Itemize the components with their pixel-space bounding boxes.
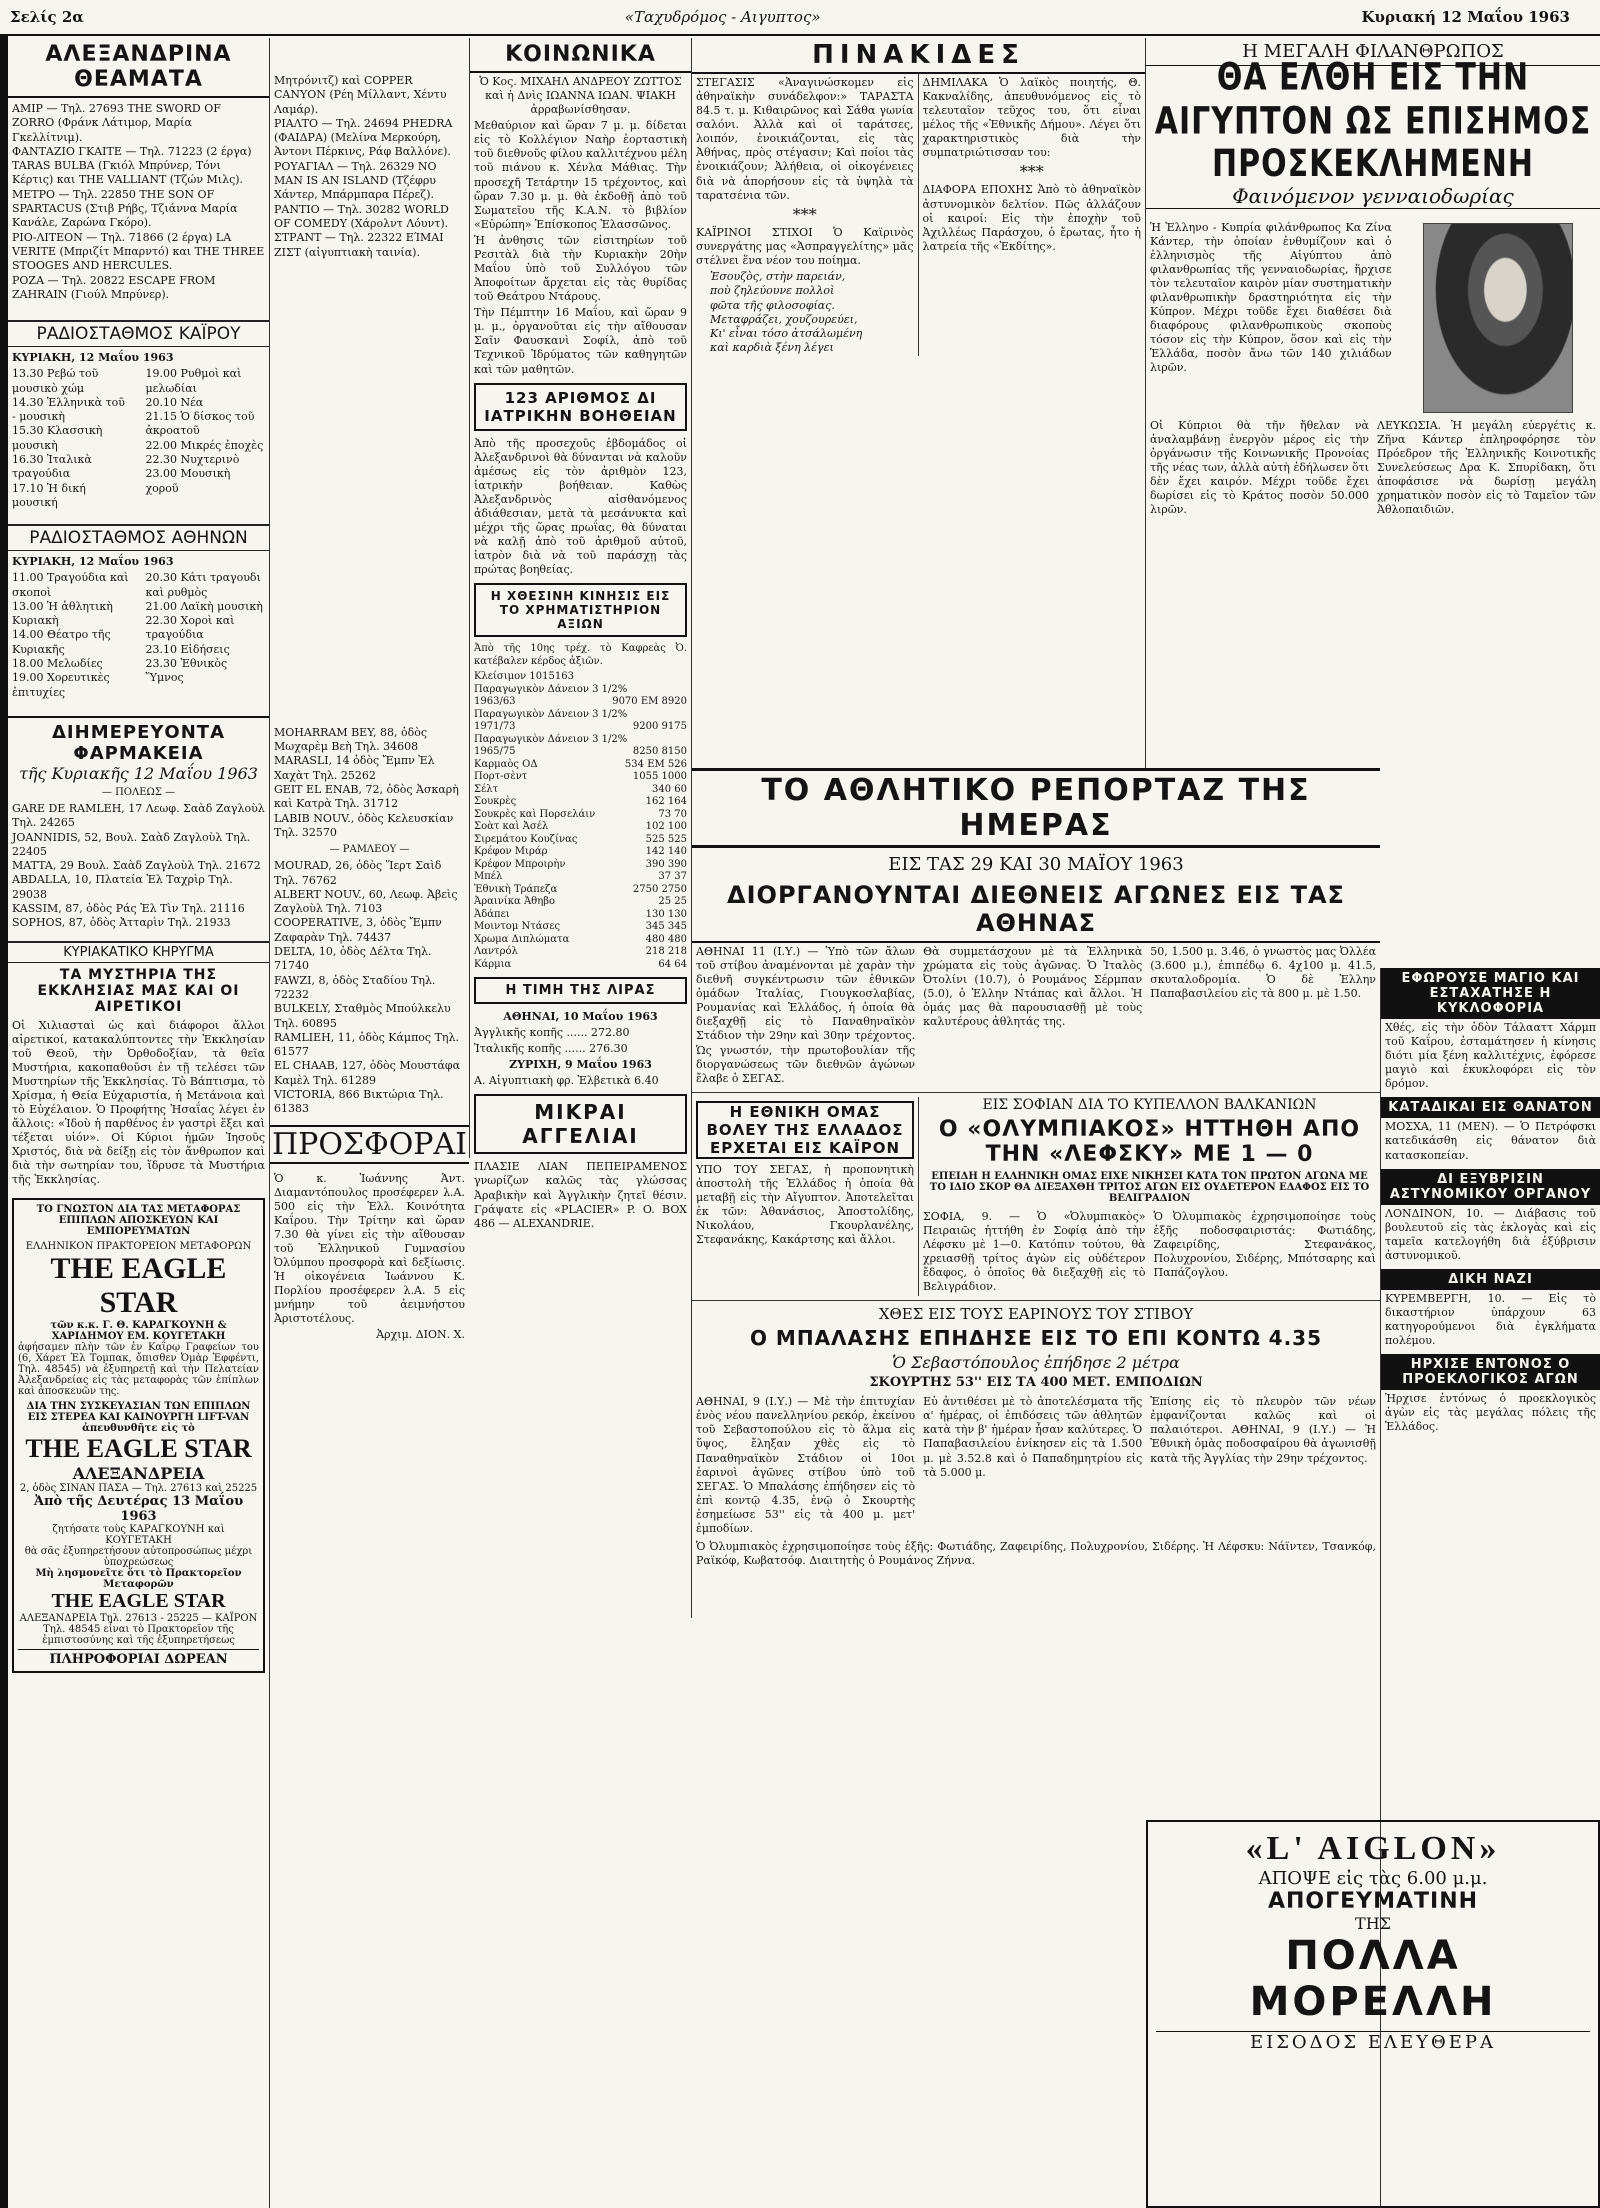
- stock-row: [474, 684, 687, 697]
- ad-line: ζητήσατε τοὺς ΚΑΡΑΓΚΟΥΝΗ καὶ ΚΟΥΓΕΤΑΚΗ: [52, 1523, 225, 1546]
- stock-row: [474, 709, 687, 722]
- radio-athens-schedule: [8, 571, 269, 700]
- stock-row: [474, 696, 687, 709]
- schedule-item: 22.30 Χοροὶ καὶ τραγούδια: [145, 614, 235, 642]
- pharmacy-item: FAWZI, 8, ὁδὸς Σταδίου Τηλ. 72232: [274, 973, 436, 1001]
- stock-row: [474, 721, 687, 734]
- stock-row: [474, 746, 687, 759]
- stock-intro: Ἀπὸ τῆς 10ης τρέχ. τὸ Καφρεὰς Ὀ. κατέβαλεν κέρδος ἀξιῶν.: [474, 643, 687, 668]
- brief-headline: ΔΙΚΗ ΝΑΖΙ: [1381, 1269, 1600, 1290]
- aiglon-line: ΑΠΟΓΕΥΜΑΤΙΝΗ: [1267, 1889, 1479, 1914]
- note-item: ΔΗΜΙΛΑΚΑ Ὁ λαϊκὸς ποιητής, Θ. Κακναλίδης, ἀπευθυνόμενος εἰς τὸ τελευταῖον τεῦχος του, ὅτι εἶναι μέλος τῆς «Ἐθνικῆς Δήμου». Λέγει ὅτι χαρακτηριστικὸς διὰ τὴν συμπατριώτισσαν του:: [922, 76, 1141, 160]
- pharmacy-item: ALBERT NOUV., 60, Λεωφ. Ἀβεὶς Ζαγλοὺλ Τηλ. 7103: [274, 887, 458, 916]
- aiglon-name: «L' AIGLON»: [1245, 1830, 1501, 1867]
- stock-name: Κάρμια: [474, 958, 512, 970]
- schedule-item: 17.10 Ἡ δική μουσική: [12, 481, 86, 509]
- ad-brand: THE EAGLE STAR: [50, 1251, 227, 1319]
- column-theatres: [8, 38, 270, 2208]
- athletics-subhead-2: Ὁ Σεβαστόπουλος ἐπήδησε 2 μέτρα: [892, 1353, 1180, 1373]
- pharmacy-item: LABIB NOUV., ὁδὸς Κελευσκίαν Τηλ. 32570: [274, 811, 454, 839]
- stock-row: [474, 809, 687, 822]
- eagle-star-ad: [12, 1198, 265, 1673]
- cinema-item: ΣΤΡΑΝΤ — Τηλ. 22322 ΕΊΜΑΙ ΖΙΣΤ (αἰγυπτιακὴ ταινία).: [274, 231, 444, 259]
- column-notes: [692, 38, 1146, 768]
- stock-row: [474, 671, 687, 684]
- medical-help-box: 123 ΑΡΙΘΜΟΣ ΔΙ ΙΑΤΡΙΚΗΝ ΒΟΗΘΕΙΑΝ: [474, 383, 687, 431]
- pharmacy-item: SOPHOS, 87, ὁδὸς Ἀτταρὶν Τηλ. 21933: [12, 916, 231, 930]
- article-paragraph: Οἱ Κύπριοι θὰ τῆν ἤθελαν νὰ ἀναλαμβάνῃ ἐνεργὸν μέρος εἰς τὴν ὀργάνωσιν τῆς Κοινωνικῆς Προνοίας τῆς νέας των, ἀλλὰ αὐτὴ ἐδήλωσεν ὅτι δὲν ἔχει καιρόν. Μέχρι τοῦδε ἔχει δωρίσει εἰς τὸ Κράτος ποσὸν 50.000 λιρῶν.: [1150, 418, 1369, 516]
- stock-name: Σουκρὲς: [474, 796, 517, 808]
- schedule-item: 11.00 Τραγούδια καὶ σκοποὶ: [12, 571, 129, 599]
- cinema-item: ΦΑΝΤΑΖΙΟ ΓΚΑΙΤΕ — Τηλ. 71223 (2 έργα) TARAS BULBA (Γκιόλ Μπρύνερ, Τόνι Κέρτις) και THE VALLIANT (Τζών Μιλς).: [12, 144, 252, 187]
- brief-text: ΚΥΡΕΜΒΕΡΓΗ, 10. — Εἰς τὸ δικαστήριον ὑπάρχουν 63 κατηγορούμενοι διὰ ἐγκλήματα πολέμου.: [1385, 1291, 1596, 1348]
- article-paragraph: ΛΕΥΚΩΣΙΑ. Ἡ μεγάλη εὐεργέτις κ. Ζῆνα Κάντερ ἐπληροφόρησε τὸν Πρόεδρον τῆς Ἑλληνικῆς Κοινοτικῆς Συνελεύσεως Δρα Κ. Σπυρίδακη, ὅτι ἀποφάσισε νὰ δωρίσῃ μεγάλη χρηματικὸν ποσὸν εἰς τὸ Ταμεῖον τῶν Ἀθλοπαιδιῶν.: [1377, 418, 1596, 516]
- stock-value: 2750 2750: [632, 883, 687, 895]
- balkan-cup-subheadline: ΕΙΣ ΣΟΦΙΑΝ ΔΙΑ ΤΟ ΚΥΠΕΛΛΟΝ ΒΑΛΚΑΝΙΩΝ: [982, 1096, 1317, 1113]
- pharmacy-item: GEIT EL ENAB, 72, ὁδὸς Ἀσκαρὴ καὶ Κατρὰ Τηλ. 31712: [274, 783, 459, 811]
- pharmacies-subtitle: τῆς Κυριακῆς 12 Μαΐου 1963: [19, 763, 258, 783]
- section-title-theatres: ΑΛΕΞΑΝΔΡΙΝΑ ΘΕΑΜΑΤΑ: [8, 38, 269, 98]
- brief-headline: ΔΙ ΕΞΥΒΡΙΣΙΝ ΑΣΤΥΝΟΜΙΚΟΥ ΟΡΓΑΝΟΥ: [1381, 1169, 1600, 1205]
- pharmacies-ramleh-heading: — ΡΑΜΛΕΟΥ —: [329, 844, 410, 856]
- stock-name: Σιρεμάτου Κουζίνας: [474, 833, 578, 845]
- cinema-item: Μητρόνιτζ) καὶ COPPER CANYON (Ρέη Μίλλαντ, Χέντυ Λαμάρ).: [274, 74, 447, 116]
- newspaper-title: «Ταχυδρόμος - Αιγυπτος»: [624, 8, 821, 26]
- classifieds-title: ΜΙΚΡΑΙ ΑΓΓΕΛΙΑΙ: [474, 1094, 687, 1154]
- poem-line: καὶ καρδιὰ ξένη λέγει: [710, 341, 834, 355]
- stock-value: 9070 ΕΜ 8920: [612, 696, 687, 708]
- stock-name: Ἐθνικὴ Τράπεζα: [474, 883, 558, 895]
- stock-name: Κλείσιμον 1015163: [474, 671, 574, 683]
- divider-stars: ***: [1019, 162, 1044, 182]
- schedule-item: 16.30 Ἰταλικὰ τραγούδια: [12, 453, 92, 481]
- pharmacy-item: MATTA, 29 Βουλ. Σαὰδ Ζαγλοὺλ Τηλ. 21672: [12, 859, 261, 873]
- ad-line: Μὴ λησμονεῖτε ὅτι τὸ Πρακτορεῖον Μεταφορῶν: [35, 1567, 242, 1590]
- ad-brand: THE EAGLE STAR: [25, 1433, 252, 1463]
- stock-value: 102 100: [645, 821, 687, 833]
- article-headline: ΘΑ ΕΛΘΗ ΕΙΣ ΤΗΝ ΑΙΓΥΠΤΟΝ ΩΣ ΕΠΙΣΗΜΟΣ ΠΡΟΣΚΕΚΛΗΜΕΝΗ: [1154, 55, 1592, 186]
- article-paragraph: Ἡ Ἑλληνο - Κυπρία φιλάνθρωπος Κα Ζίνα Κάντερ, τὴν ὁποίαν ἐνθυμίζουν καὶ ὁ ἐλληνισμὸς τῆς Αἰγύπτου ἀπὸ φιλανθρωπίας τῆς γενναιοδωρίας, ἥρχισε τὸν τελευταῖον καιρὸν μίαν συστηματικὴν φιλανθρωπικὴν δραστηριότητα εἰς τὴν Κύπρον. Μέχρι τοῦδε ἔχει διαθέσει διὰ διαφόρους φιλανθρωπικοὺς σκοποὺς τόσον εἰς τὴν Κύπρον, ὅσον καὶ εἰς τὴν Ἑλλάδα, ποσὸν ἄνω τῶν 140 χιλιάδων λιρῶν.: [1150, 220, 1392, 375]
- aiglon-ad: [1146, 1820, 1600, 2208]
- sports-headline: ΔΙΟΡΓΑΝΟΥΝΤΑΙ ΔΙΕΘΝΕΙΣ ΑΓΩΝΕΣ ΕΙΣ ΤΑΣ ΑΘΗΝΑΣ: [692, 881, 1380, 943]
- stock-name: 1965/75: [474, 746, 516, 758]
- stock-name: Πορτ-σὲντ: [474, 771, 528, 783]
- portrait-photo: [1423, 223, 1573, 413]
- cinema-item: ΡΙΑΛΤΟ — Τηλ. 24694 PHEDRA (ΦΑΙΔΡΑ) (Μελίνα Μερκούρη, Ἀντονι Πέρκινς, Ράφ Βαλλόνε).: [274, 116, 453, 159]
- balkan-cup-headline: Ο «ΟΛΥΜΠΙΑΚΟΣ» ΗΤΤΗΘΗ ΑΠΟ ΤΗΝ «ΛΕΦΣΚΥ» ΜΕ 1 — 0: [938, 1116, 1361, 1167]
- stock-row: [474, 959, 687, 972]
- stock-row: [474, 759, 687, 772]
- radio-athens-date: ΚΥΡΙΑΚΗ, 12 Μαΐου 1963: [12, 555, 174, 569]
- sermon-title: ΚΥΡΙΑΚΑΤΙΚΟ ΚΗΡΥΓΜΑ: [8, 941, 269, 963]
- social-item: Ἡ ἀνθησις τῶν εἰσιτηρίων τοῦ Ρεσιτὰλ διὰ τὴν Κυριακὴν 20ὴν Μαΐου ὑπὸ τοῦ Συλλόγου τῶν Ἀποφοίτων ἄρχεται εἰς τὰς θυρίδας τοῦ Θεάτρου Ντάρους.: [474, 233, 687, 304]
- ad-brand: THE EAGLE STAR: [51, 1589, 226, 1612]
- schedule-item: 14.00 Θέατρο τῆς Κυριακῆς: [12, 628, 111, 656]
- stock-name: Παραγωγικὸν Δάνειον 3 1/2%: [474, 708, 628, 720]
- stock-row: [474, 884, 687, 897]
- offerings-title: ΠΡΟΣΦΟΡΑΙ: [271, 1126, 468, 1162]
- lira-rate: Ἰταλικῆς κοπῆς ...... 276.30: [474, 1042, 628, 1056]
- sports-banner: ΤΟ ΑΘΛΗΤΙΚΟ ΡΕΠΟΡΤΑΖ ΤΗΣ ΗΜΕΡΑΣ: [692, 768, 1380, 848]
- ad-line: Ἀπὸ τῆς Δευτέρας 13 Μαΐου 1963: [33, 1493, 244, 1524]
- schedule-item: 23.30 Ἐθνικὸς Ὕμνος: [145, 657, 228, 685]
- stock-value: 534 ΕΜ 526: [624, 758, 687, 770]
- cinema-item: ΡΙΟ-ΛΙΤΕΟΝ — Τηλ. 71866 (2 έργα) LA VERITE (Μπριζίτ Μπαρντό) και THE THREE STOOGES AND HERCULES.: [12, 230, 265, 273]
- stock-row: [474, 896, 687, 909]
- stock-value: 480 480: [645, 933, 687, 945]
- schedule-item: 23.10 Εἰδήσεις: [145, 642, 230, 656]
- stock-value: 525 525: [645, 833, 687, 845]
- brief-headline: ΗΡΧΙΣΕ ΕΝΤΟΝΟΣ Ο ΠΡΟΕΚΛΟΓΙΚΟΣ ΑΓΩΝ: [1381, 1354, 1600, 1390]
- stock-name: 1971/73: [474, 721, 516, 733]
- cinema-list: [8, 102, 269, 302]
- schedule-item: 20.30 Κάτι τραγουδι καὶ ρυθμὸς: [145, 571, 261, 599]
- pharmacy-item: RAMLIEH, 11, ὁδὸς Κάμπος Τηλ. 61577: [274, 1030, 459, 1059]
- poem-line: ποὺ ζηλεύουνε πολλοὶ: [710, 284, 835, 298]
- stock-name: Κρέφον Μπροιρὴν: [474, 858, 566, 870]
- balkan-cup-deck: ΕΠΕΙΔΗ Η ΕΛΛΗΝΙΚΗ ΟΜΑΣ ΕΙΧΕ ΝΙΚΗΣΕΙ ΚΑΤΑ ΤΟΝ ΠΡΩΤΟΝ ΑΓΩΝΑ ΜΕ ΤΟ ΙΔΙΟ ΣΚΟΡ ΘΑ ΔΙΕΞΑΧΘΗ ΤΡΙΤΟΣ ΑΓΩΝ ΕΙΣ ΟΥΔΕΤΕΡΟΝ ΕΔΑΦΟΣ ΕΙΣ ΤΟ ΒΕΛΙΓΡΑΔΙΟΝ: [929, 1170, 1370, 1204]
- schedule-item: 23.00 Μουσικὴ χοροῦ: [145, 467, 231, 495]
- ad-line: θὰ σᾶς ἐξυπηρετήσουν αὐτοπροσώπως μέχρι ὑποχρεώσεως: [24, 1545, 253, 1568]
- stock-name: Παραγωγικὸν Δάνειον 3 1/2%: [474, 733, 628, 745]
- athletics-text: Εὐ ἀντιθέσει μὲ τὸ ἀποτελέσματα τῆς α' ἡμέρας, οἱ ἐπιδόσεις τῶν ἀθλητῶν κατὰ τὴν β' ἡμέραν ἦσαν καλύτερες. Ὁ Παπαβασιλείου ἐνίκησεν εἰς τὰ 1.500 μ. μὲ 3.52.8 καὶ ὁ Παπαδημητρίου εἰς τὰ 5.000 μ.: [923, 1395, 1143, 1479]
- lira-price-title: Η ΤΙΜΗ ΤΗΣ ΛΙΡΑΣ: [474, 977, 687, 1004]
- stock-name: Μπέλ: [474, 871, 503, 883]
- schedule-item: 15.30 Κλασσικὴ μουσικὴ: [12, 424, 103, 452]
- column-listings: [270, 38, 470, 1342]
- sermon-text: Οἱ Χιλιασταὶ ὡς καὶ διάφοροι ἄλλοι αἱρετικοί, κατακαλύπτοντες τὴν Ἐκκλησίαν τοῦ Θεοῦ, τὴν Ὀρθοδοξίαν, τὰ θεῖα Μυστήρια, κακοπαθοῦσι ἐν τῇ τελέσει τῶν Μυστηρίων τῆς Ἐκκλησίας. Τὸ Βάπτισμα, τὸ Χρίσμα, ἡ Θεία Εὐχαριστία, ἡ Μετάνοια καὶ τὸ Εὐχέλαιον. Ὁ Προφήτης Ἠσαΐας λέγει ἐν ἄλλοις: «Ἰδοὺ ἡ παρθένος ἐν γαστρὶ ἕξει καὶ τέξεται υἱόν». Οἱ Κύριοι ἡμῶν Ἰησοῦς Χριστός, διὰ νὰ δείξῃ εἰς τὸν ἄνθρωπον καὶ διὰ τὴν σωτηρίαν του, ἵδρυσε τὰ Μυστήρια τῆς Ἐκκλησίας.: [12, 1018, 265, 1187]
- stock-value: 218 218: [645, 946, 687, 958]
- note-item: ΚΑΪΡΙΝΟΙ ΣΤΙΧΟΙ Ὁ Καϊρινὸς συνεργάτης μας «Ἀσπραγγελίτης» μᾶς στέλνει ἕνα νέον του ποίημα.: [696, 225, 914, 267]
- engagement-notice: Ὁ Κος. ΜΙΧΑΗΛ ΑΝΔΡΕΟΥ ΖΩΤΤΟΣ καὶ ἡ Δνὶς ΙΩΑΝΝΑ ΙΩΑΝ. ΨΙΑΚΗ ἀρραβωνίσθησαν.: [479, 75, 682, 117]
- balkan-cup-text: Ὁ Ὀλυμπιακὸς ἐχρησιμοποίησε τοὺς ἑξῆς ποδοσφαιριστάς: Φωτιάδης, Ζαφειρίδης, Στεφανάκος, Πολυχρονίου, Σιδέρης, Μπότσαρης καὶ Παπάζογλου.: [1153, 1209, 1376, 1280]
- issue-date: Κυριακή 12 Μαΐου 1963: [1361, 8, 1570, 26]
- stock-row: [474, 734, 687, 747]
- ad-line: 2, ὁδὸς ΣΙΝΑΝ ΠΑΣΑ — Τηλ. 27613 καὶ 25225: [19, 1482, 258, 1494]
- cinema-item: ΜΕΤΡΟ — Τηλ. 22850 THE SON OF SPARTACUS (Στιβ Ρήβς, Τζιάννα Μαρία Κανάλε, Ζαρώνα Γκόρο).: [12, 187, 238, 230]
- ad-line: ΔΙΑ ΤΗΝ ΣΥΣΚΕΥΑΣΙΑΝ ΤΩΝ ΕΠΙΠΛΩΝ ΕΙΣ ΣΤΕΡΕΑ ΚΑΙ ΚΑΙΝΟΥΡΓΗ LIFT-VAN ἀπευθυνθῆτε εἰς τὸ: [26, 1400, 251, 1434]
- volleyball-text: ΥΠΟ ΤΟΥ ΣΕΓΑΣ, ἡ προπονητικὴ ἀποστολὴ τῆς Ἑλλάδος ἡ ὁποία θὰ μεταβῇ εἰς τὴν Αἴγυπτον. Ἀποτελεῖται ἐκ τῶν: Ἀθανάσιος, Ἀποστολίδης, Νικολάου, Γκουρλανέλης, Στεφανάκης, Κακάρτσης καὶ ἄλλοι.: [696, 1162, 915, 1247]
- radio-cairo-date: ΚΥΡΙΑΚΗ, 12 Μαΐου 1963: [12, 351, 174, 365]
- balkan-cup-text: ΣΟΦΙΑ, 9. — Ὁ «Ὀλυμπιακὸς» Πειραιῶς ἡττήθη ἐν Σοφίᾳ ἀπὸ τὴν Λέφσκυ μὲ 1—0. Κατόπιν τούτου, θὰ χρειασθῇ τρίτος ἀγὼν εἰς οὐδέτερον ἔδαφος, ὁ ὁποῖος θὰ διεξαχθῇ εἰς τὸ Βελιγράδιον.: [923, 1209, 1146, 1294]
- stock-row: [474, 859, 687, 872]
- sermon-headline: ΤΑ ΜΥΣΤΗΡΙΑ ΤΗΣ ΕΚΚΛΗΣΙΑΣ ΜΑΣ ΚΑΙ ΟΙ ΑΙΡΕΤΙΚΟΙ: [37, 966, 240, 1015]
- stock-row: [474, 846, 687, 859]
- athletics-headline: Ο ΜΠΑΛΑΣΗΣ ΕΠΗΔΗΣΕ ΕΙΣ ΤΟ ΕΠΙ ΚΟΝΤΩ 4.35: [749, 1326, 1323, 1351]
- pharmacy-item: ABDALLA, 10, Πλατεία Ἐλ Ταχρὶρ Τηλ. 29038: [12, 873, 233, 901]
- cinema-item: ΑΜΙΡ — Τηλ. 27693 THE SWORD OF ZORRO (Φράνκ Λάτιμορ, Μαρία Γκελλίτνιμ).: [12, 102, 221, 144]
- medical-help-text: Ἀπὸ τῆς προσεχοῦς ἑβδομάδος οἱ Ἀλεξανδρινοὶ θὰ δύνανται νὰ καλοῦν ἀμέσως εἰς τὸν ἀριθμὸν 123, ἰατρικὴν βοήθειαν. Καθὼς Ἀλεξανδρινὸς αἰσθανόμενος ἀδιάθεσιαν, μετὰ τὰ μεσάνυκτα καὶ μέχρι τῆς ὥρας πρωΐας, θὰ δύναται νὰ καλῇ ἀπὸ τοῦ ἀριθμοῦ αὐτοῦ, ἰατρὸν διὰ νὰ τοῦ παράσχῃ τὰς πρώτας βοηθείας.: [474, 436, 687, 577]
- stock-name: Λαντρόλ: [474, 946, 518, 958]
- poem-line: φῶτα τῆς φιλοσοφίας.: [710, 298, 835, 312]
- pharmacy-item: MOHARRAM BEY, 88, ὁδὸς Μωχαρὲμ Βεὴ Τηλ. 34608: [274, 725, 428, 754]
- athletics-text: Ἐπίσης εἰς τὸ πλευρὸν τῶν νέων ἐμφανίζονται καλῶς καὶ οἱ παλαιότεροι. ΑΘΗΝΑΙ, 9 (Ι.Υ.) — Ἡ Ἐθνικὴ ὁμὰς ποδοσφαίρου θὰ ἀγωνισθῇ κατὰ τῆς Ἀγγλίας τὴν 29ην τρέχοντος.: [1150, 1395, 1376, 1465]
- schedule-item: 22.00 Μικρές ἐποχὲς: [145, 438, 264, 452]
- stock-row: [474, 946, 687, 959]
- athletics-subheadline: ΧΘΕΣ ΕΙΣ ΤΟΥΣ ΕΑΡΙΝΟΥΣ ΤΟΥ ΣΤΙΒΟΥ: [878, 1305, 1194, 1324]
- social-item: Τὴν Πέμπτην 16 Μαΐου, καὶ ὥραν 9 μ. μ., ὀργανοῦται εἰς τὴν αἴθουσαν Σαῖν Φαυσκανὶ Σοφίλ, ἀπὸ τοῦ Τεχνικοῦ Ἱδρύματος τῶν καθηγητῶν καὶ τῶν μαθητῶν.: [474, 306, 687, 376]
- stock-name: Κρέφον Μιράρ: [474, 846, 548, 858]
- athletics-subhead-3: ΣΚΟΥΡΤΗΣ 53'' ΕΙΣ ΤΑ 400 ΜΕΤ. ΕΜΠΟΔΙΩΝ: [869, 1375, 1203, 1391]
- schedule-item: 22.30 Νυχτερινὸ: [145, 453, 240, 467]
- pharmacy-list-3: [270, 859, 469, 1116]
- social-item: Μεθαύριον καὶ ὥραν 7 μ. μ. δίδεται εἰς τὸ Κολλέγιον Ναὴρ ἑορταστικὴ τοῦ διεθνοῦς φίλου καλλιτέχνου μέλη τοῦ πιάνου κ. Χένλα Μάθιας. Τὴν προσεχῆ Τετάρτην 15 τρέχοντος, καὶ ὥραν 7.30 μ. μ. θὰ ἐκδοθῇ ἀπὸ τοῦ Σωματεῖου τῆς Κ.Α.Ν. τὸ βιβλίον «Εὐρώπη» Ἐπίσκοπος Ἐλασσῶνος.: [474, 119, 687, 231]
- athletics-text: ΑΘΗΝΑΙ, 9 (Ι.Υ.) — Μὲ τὴν ἐπιτυχίαν ἑνὸς νέου πανελληνίου ρεκόρ, ἐκείνου τοῦ Σεβαστοπούλου εἰς τὸ ἅλμα εἰς ὕψος, ἔληξαν χθὲς εἰς τὸ Παναθηναϊκὸν Στάδιον οἱ 10οι ἐαρινοὶ ἀγῶνες στίβου ὑπὸ τοῦ ΣΕΓΑΣ. Ὁ Μπαλάσης ἐπήδησεν εἰς τὸ ἐπὶ κοντῷ 4.35, ἐνῷ ὁ Σκουρτὴς ἐσημείωσε 53'' εἰς τὰ 400 μ. μετ' ἐμποδίων.: [696, 1395, 916, 1535]
- stock-name: Παραγωγικὸν Δάνειον 3 1/2%: [474, 683, 628, 695]
- offerings-text: Ὁ κ. Ἰωάννης Ἀντ. Διαμαντόπουλος προσέφερεν λ.Α. 500 εἰς τὴν Ἑλλ. Κοινότητα Καΐρου. Τὴν Τρίτην καὶ ὥραν 7.30 θὰ γίνει εἰς τὴν αἴθουσαν τοῦ Ἑλληνικοῦ Γυμνασίου Ὀλύμπου προσφορὰ καὶ δεξίωσις. Ἡ οἰκογένεια Ἰωάννου Κ. Πορλίου προσέφερεν λ.Α. 5 εἰς μνήμην τοῦ ἀειμνήστου Ἀριστοτέλους.: [274, 1171, 465, 1326]
- stock-row: [474, 784, 687, 797]
- ad-line: ΑΛΕΞΑΝΔΡΕΙΑ Τηλ. 27613 - 25225 — ΚΑΪΡΟΝ Τηλ. 48545 εἶναι τὸ Πρακτορεῖον τῆς ἐμπιστοσύνης καὶ τῆς ἐξυπηρετήσεως: [19, 1612, 258, 1646]
- schedule-item: 13.00 Ἡ ἀθλητικὴ Κυριακὴ: [12, 599, 113, 628]
- cinema-item: ΡΟΥΑΓΙΑΛ — Τηλ. 26329 NO MAN IS AN ISLAND (Τζέφρυ Χάντερ, Μπάρμπαρα Πέρεζ).: [274, 159, 437, 202]
- stock-value: 1055 1000: [632, 771, 687, 783]
- cinema-item: ΡΟΖΑ — Τηλ. 20822 ESCAPE FROM ZAHRAIN (Γιούλ Μπρύνερ).: [12, 273, 216, 301]
- poem-line: Ἐσουζὸς, στὴν παρειάν,: [710, 269, 846, 283]
- divider-stars: ***: [792, 204, 817, 224]
- section-title-social: ΚΟΙΝΩΝΙΚΑ: [470, 38, 691, 73]
- lira-rate: Ἀγγλικῆς κοπῆς ...... 272.80: [474, 1026, 630, 1040]
- stock-value: 25 25: [658, 896, 687, 908]
- brief-headline: ΕΦΩΡΟΥΣΕ ΜΑΓΙΟ ΚΑΙ ΕΣΤΑΧΑΤΗΣΕ Η ΚΥΚΛΟΦΟΡΙΑ: [1381, 968, 1600, 1019]
- brief-text: Χθές, εἰς τὴν ὁδὸν Τάλααττ Χάρμπ τοῦ Καΐρου, ἐσταμάτησεν ἡ κίνησις διότι μία ξένη καλλιτέχνις, ἐφόρεσε μαγιὸ καὶ ἐκυκλοφόρει εἰς τὸν δρόμον.: [1385, 1021, 1596, 1091]
- pharmacies-city-heading: — ΠΟΛΕΩΣ —: [101, 786, 176, 798]
- stock-table: [470, 671, 691, 971]
- stock-value: 37 37: [658, 871, 687, 883]
- stock-name: Ἀδάπει: [474, 908, 510, 920]
- stock-name: Ἀραινίκα Ἀθηβο: [474, 896, 555, 908]
- stock-name: Σοὰτ καὶ Ἀσέλ: [474, 821, 549, 833]
- schedule-item: 21.00 Λαϊκὴ μουσικὴ: [145, 599, 263, 613]
- schedule-item: 14.30 Ἑλληνικὰ τοῦ - μουσικὴ: [12, 395, 125, 424]
- note-item: ΣΤΕΓΑΣΙΣ «Ἀναγινώσκομεν εἰς ἀθηναϊκὴν συνάδελφον:» ΤΑΡΑΣΤΑ 84.5 τ. μ. Κιθαιρῶνος καὶ Σάθα γωνία σαλόνι. Ἀλλὰ καὶ οἱ ταράτσες, λοιπόν, ἐνοικιάζονται, εἰς τὰς Ἀθήνας, πρὸς στέγασιν; Καὶ ποίοι τὰς ἐνοικιάζουν; Ἀλήθεια, οἱ οἰκογένειες διὰ νὰ ἀπορήσουν εἰς τὰ ὑψηλὰ τὰ ταρατσένια τῶν.: [696, 76, 914, 202]
- stock-name: Σέλτ: [474, 783, 499, 795]
- stock-name: 1963/63: [474, 696, 516, 708]
- column-philanthropist: [1146, 38, 1600, 768]
- cinema-item: ΡΑΝΤΙΟ — Τηλ. 30282 WORLD OF COMEDY (Χάρολντ Λόυντ).: [274, 202, 449, 230]
- note-item: ΔΙΑΦΟΡΑ ΕΠΟΧΗΣ Ἀπὸ τὸ ἀθηναϊκὸν ἀστυνομικὸν δελτίον. Πῶς ἀλλάζουν οἱ καιροί: Εἰς τὴν ἐποχὴν τοῦ Ἀχιλλέως Παράσχου, ὁ ἔρωτας, ἦτο ἡ λατρεία τῆς «Ἐκδίτης».: [922, 183, 1141, 253]
- brief-headline: ΚΑΤΑΔΙΚΑΙ ΕΙΣ ΘΑΝΑΤΟΝ: [1381, 1097, 1600, 1118]
- stock-name: Σουκρὲς καὶ Πορσελάιν: [474, 808, 596, 820]
- pharmacy-item: DELTA, 10, ὁδὸς Δέλτα Τηλ. 71740: [274, 945, 432, 973]
- sports-paragraph: Θὰ συμμετάσχουν μὲ τὰ Ἑλληνικὰ χρώματα εἰς τοὺς ἀγῶνας. Ὁ Ἰταλὸς Ὀτολίνι (10.7), ὁ Ρουμάνος Σέρμπαν (5.0), ὁ Ἑλλην Ντάπας καὶ ἄλλοι. Ἡ ὁμάς μας θὰ παρουσιασθῇ μὲ τοὺς καλυτέρους ἀθλητάς της.: [923, 945, 1143, 1029]
- pharmacy-item: KASSIM, 87, ὁδὸς Ράς Ἐλ Τὶν Τηλ. 21116: [12, 902, 245, 916]
- stock-value: 162 164: [645, 796, 687, 808]
- page-number: Σελίς 2α: [10, 8, 84, 26]
- brief-text: ΛΟΝΔΙΝΟΝ, 10. — Διάβασις τοῦ βουλευτοῦ εἰς τὰς ἐκλογὰς καὶ εἰς ταμεῖα κατελογήθη διὰ ἐξύβρισιν ἀστυνομικοῦ.: [1385, 1206, 1596, 1262]
- stock-name: Χρωμα Διπλώματα: [474, 933, 570, 945]
- aiglon-performer: ΠΟΛΛΑ ΜΟΡΕΛΛΗ: [1249, 1933, 1497, 2025]
- pharmacy-item: BULKELY, Σταθμὸς Μπούλκελυ Τηλ. 60895: [274, 1002, 451, 1030]
- ad-line: ΤΟ ΓΝΩΣΤΟΝ ΔΙΑ ΤΑΣ ΜΕΤΑΦΟΡΑΣ ΕΠΙΠΛΩΝ ΑΠΟΣΚΕΥΩΝ ΚΑΙ ΕΜΠΟΡΕΥΜΑΤΩΝ: [36, 1203, 241, 1237]
- lira-rate: Α. Αἰγυπτιακὴ φρ. Ἑλβετικὰ 6.40: [474, 1074, 659, 1088]
- sports-subheadline: ΕΙΣ ΤΑΣ 29 ΚΑΙ 30 ΜΑΪΟΥ 1963: [888, 854, 1184, 875]
- ad-line: ἀφήσαμεν πλὴν τῶν ἐν Καΐρῳ Γραφείων του (6, Χάρετ Ἐλ Τομπακ, ὄπισθεν Ὀμὰρ Ἐφφέντι, Τηλ. 48545) νὰ ἐξυπηρετῇ καὶ τὴν Πελατείαν Ἀλεξανδρείας εἰς τὰς μεταφορὰς τῶν ἐπίπλων καὶ ἀποσκευῶν της.: [18, 1341, 259, 1397]
- poem-line: Κι' εἶναι τόσο ἀτσάλωμένη: [710, 327, 863, 341]
- stock-value: 73 70: [658, 808, 687, 820]
- pharmacy-item: MARASLI, 14 ὁδὸς Ἔμπν Ἐλ Χαχὰτ Τηλ. 25262: [274, 754, 435, 782]
- cinema-list-2: [270, 74, 469, 260]
- schedule-item: 21.15 Ὁ δίσκος τοῦ ἀκροατοῦ: [145, 410, 255, 438]
- aiglon-entry: ΕΙΣΟΔΟΣ ΕΛΕΥΘΕΡΑ: [1156, 2031, 1590, 2053]
- poem: [706, 270, 918, 356]
- brief-text: Ἠρχισε ἐντόνως ὁ προεκλογικὸς ἀγὼν εἰς τὰς μεγάλας πόλεις τῆς Ἑλλάδος.: [1385, 1392, 1596, 1434]
- stock-name: Καρμαὸς ΟΔ: [474, 758, 538, 770]
- ad-line: ΠΛΗΡΟΦΟΡΙΑΙ ΔΩΡΕΑΝ: [18, 1649, 259, 1667]
- stock-row: [474, 771, 687, 784]
- scan-edge: [0, 36, 8, 2208]
- pharmacy-item: JOANNIDIS, 52, Βουλ. Σαὰδ Ζαγλοὺλ Τηλ. 22405: [12, 830, 251, 858]
- aiglon-line: ΑΠΟΨΕ εἰς τὰς 6.00 μ.μ.: [1258, 1868, 1488, 1889]
- stock-value: 130 130: [645, 908, 687, 920]
- aiglon-line: ΤΗΣ: [1355, 1914, 1391, 1933]
- radio-cairo-schedule: [8, 367, 269, 510]
- schedule-item: 18.00 Μελωδίες: [12, 657, 103, 671]
- sports-paragraph: 50, 1.500 μ. 3.46, ὁ γνωστὸς μας Ὀλλέα (3.600 μ.), ἐπιπέδῳ 6. 4χ100 μ. 41.5, σκυταλοδρομία. Ὁ δὲ Ἑλλην Παπαβασιλείου εἰς τὰ 800 μ. μὲ 1.50.: [1150, 945, 1376, 1001]
- stock-row: [474, 796, 687, 809]
- stock-row: [474, 921, 687, 934]
- stock-row: [474, 871, 687, 884]
- stock-value: 390 390: [645, 858, 687, 870]
- sermon-signature: Ἀρχιμ. ΔΙΟΝ. Χ.: [376, 1328, 465, 1342]
- athletics-text: Ὁ Ὀλυμπιακὸς ἐχρησιμοποίησε τοὺς ἑξῆς: Φωτιάδης, Ζαφειρίδης, Πολυχρονίου, Σιδέρης. Ἡ Λέφσκυ: Νάϊντεν, Τσανκόφ, Ραϊκόφ, Κωβατσόφ. Διαιτητὴς ὁ Ρουμάνος Ζήννα.: [696, 1540, 1376, 1568]
- stock-name: Μοιντομ Ντάσες: [474, 921, 561, 933]
- ad-line: ΕΛΛΗΝΙΚΟΝ ΠΡΑΚΤΟΡΕΙΟΝ ΜΕΤΑΦΟΡΩΝ: [25, 1240, 252, 1252]
- pharmacy-item: GARE DE RAMLEH, 17 Λεωφ. Σαὰδ Ζαγλοὺλ Τηλ. 24265: [12, 801, 265, 830]
- ad-line: ΑΛΕΞΑΝΔΡΕΙΑ: [72, 1463, 205, 1483]
- masthead: [0, 0, 1600, 36]
- stock-row: [474, 834, 687, 847]
- stock-value: 9200 9175: [632, 721, 687, 733]
- stock-value: 345 345: [645, 921, 687, 933]
- stock-value: 64 64: [658, 958, 687, 970]
- stock-value: 340 60: [652, 783, 687, 795]
- pharmacy-item: COOPERATIVE, 3, ὁδὸς Ἔμπν Ζαφαρὰν Τηλ. 74437: [274, 916, 442, 944]
- pharmacy-item: EL CHAAB, 127, ὁδὸς Μουστάφα Καμὲλ Τηλ. 61289: [274, 1059, 461, 1087]
- radio-cairo-title: ΡΑΔΙΟΣΤΑΘΜΟΣ ΚΑΪΡΟΥ: [8, 320, 269, 347]
- stock-row: [474, 934, 687, 947]
- pharmacy-list: [8, 802, 269, 931]
- column-social: [470, 38, 692, 1618]
- stock-row: [474, 821, 687, 834]
- stock-value: 142 140: [645, 846, 687, 858]
- radio-athens-title: ΡΑΔΙΟΣΤΑΘΜΟΣ ΑΘΗΝΩΝ: [8, 524, 269, 551]
- pharmacy-item: VICTORIA, 866 Βικτώρια Τηλ. 61383: [274, 1087, 444, 1116]
- pharmacy-list-2: [270, 726, 469, 840]
- brief-text: ΜΟΣΧΑ, 11 (ΜΕΝ). — Ὁ Πετρόφσκι κατεδικάσθη εἰς θάνατον διὰ κατασκοπείαν.: [1385, 1120, 1596, 1162]
- pharmacy-item: MOURAD, 26, ὁδὸς Ἵερτ Σαὶδ Τηλ. 76762: [274, 859, 442, 887]
- schedule-item: 19.00 Ρυθμοὶ καὶ μελωδίαι: [145, 367, 242, 395]
- lira-date: ΑΘΗΝΑΙ, 10 Μαΐου 1963: [503, 1010, 658, 1024]
- schedule-item: 19.00 Χορευτικὲς ἐπιτυχίες: [12, 671, 110, 699]
- schedule-item: 20.10 Νέα: [145, 395, 204, 409]
- schedule-item: 13.30 Ρεβώ τοῦ μουσικὸ χώμ: [12, 367, 99, 395]
- article-subheadline: Φαινόμενον γενναιοδωρίας: [1146, 184, 1600, 209]
- pharmacies-title: ΔΙΗΜΕΡΕΥΟΝΤΑ ΦΑΡΜΑΚΕΙΑ: [8, 716, 269, 764]
- volleyball-headline: Η ΕΘΝΙΚΗ ΟΜΑΣ ΒΟΛΕΥ ΤΗΣ ΕΛΛΑΔΟΣ ΕΡΧΕΤΑΙ ΕΙΣ ΚΑΪΡΟΝ: [696, 1101, 914, 1159]
- stock-row: [474, 909, 687, 922]
- poem-line: Μεταφράζει, χουζουρεύει,: [710, 312, 858, 326]
- ad-line: τῶν κ.κ. Γ. Θ. ΚΑΡΑΓΚΟΥΝΗ & ΧΑΡΙΔΗΜΟΥ ΕΜ. ΚΟΥΓΕΤΑΚΗ: [50, 1319, 227, 1342]
- section-title-notes: ΠΙΝΑΚΙΔΕΣ: [692, 38, 1145, 74]
- article-kicker: Η ΜΕΓΑΛΗ ΦΙΛΑΝΘΡΩΠΟΣ: [1146, 38, 1600, 66]
- stock-exchange-title: Η ΧΘΕΣΙΝΗ ΚΙΝΗΣΙΣ ΕΙΣ ΤΟ ΧΡΗΜΑΤΙΣΤΗΡΙΟΝ ΑΞΙΩΝ: [474, 583, 687, 637]
- lira-date: ΖΥΡΙΧΗ, 9 Μαΐου 1963: [509, 1058, 652, 1072]
- sports-paragraph: ΑΘΗΝΑΙ 11 (Ι.Υ.) — Ὑπὸ τῶν ἄλων τοῦ στίβου ἀναμένονται μὲ χαρὰν τὴν διεθνῆ συγκέντρωσιν τῶν ἐθνικῶν ὁμάδων Ἰταλίας, Γιουγκοσλαβίας, Ρουμανίας καὶ Ἑλλάδος, ἡ ὁποία θὰ διεξαχθῇ εἰς τὸ Παναθηναϊκὸν Στάδιον τὴν 29ην καὶ 30ην τρέχοντος. Ὡς γνωστόν, τὴν πρωτοβουλίαν τῆς διοργανώσεως τῶν διεθνῶν ἀγώνων ἔλαβε ὁ ΣΕΓΑΣ.: [696, 945, 916, 1085]
- classified-ad: ΠΛΑΣΙΕ ΛΙΑΝ ΠΕΠΕΙΡΑΜΕΝΟΣ γνωρίζων καλῶς τὰς γλώσσας Ἀραβικὴν καὶ Ἀγγλικὴν ζητεῖ θέσιν. Γράψατε εἰς «PLACIER» P. O. BOX 486 — ALEXANDRIE.: [474, 1160, 687, 1230]
- stock-value: 8250 8150: [632, 746, 687, 758]
